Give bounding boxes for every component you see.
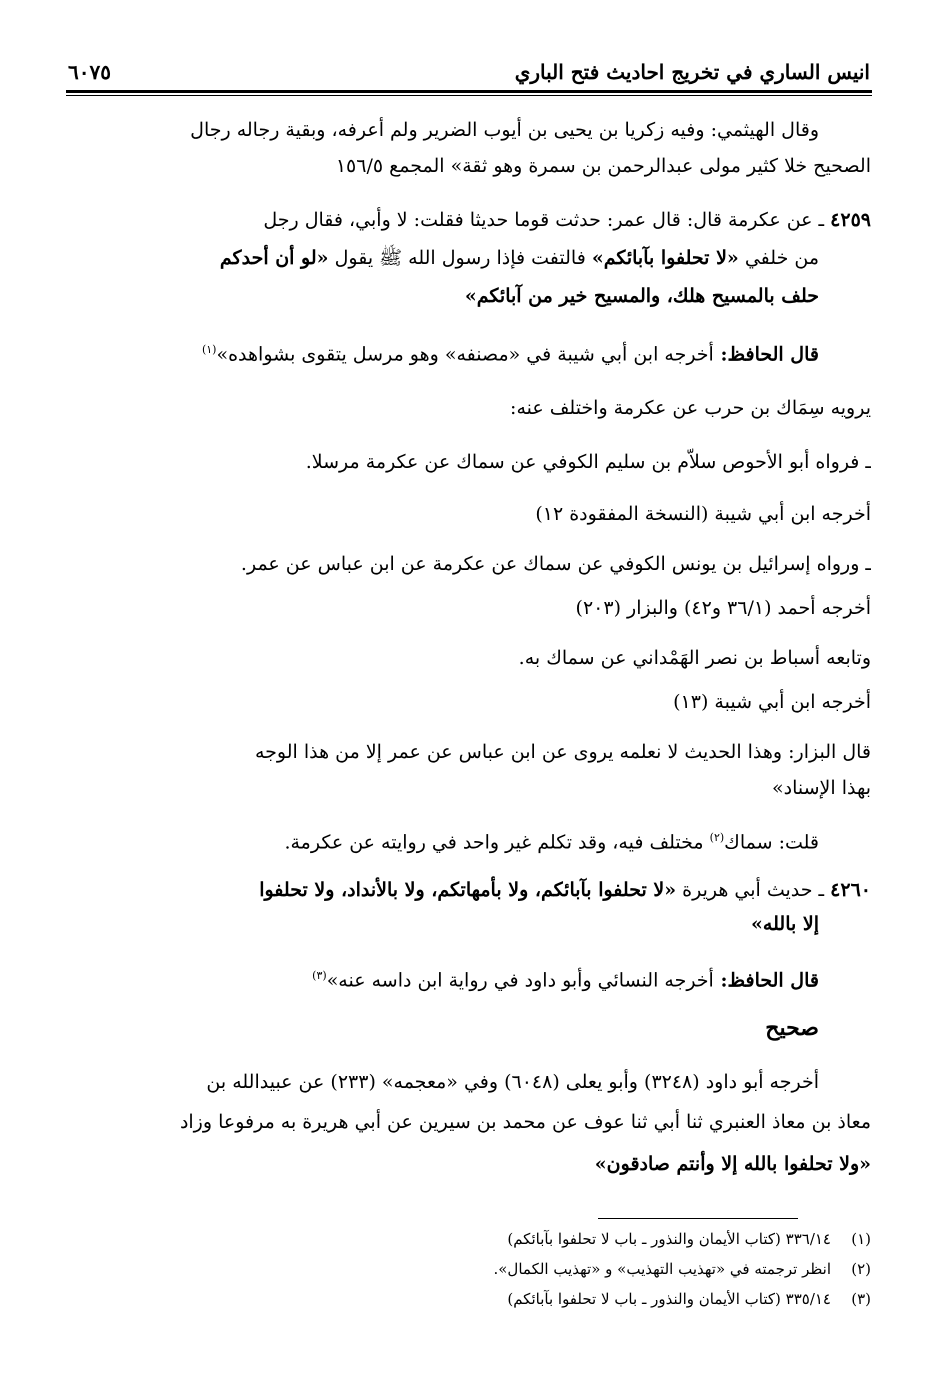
text-line: وتابعه أسباط بن نصر الهَمْداني عن سماك به. bbox=[518, 647, 871, 669]
text-line: «ولا تحلفوا بالله إلا وأنتم صادقون» bbox=[594, 1153, 871, 1175]
hafiz-line bbox=[68, 336, 819, 368]
footnote-text: ٣٣٥/١٤ (كتاب الأيمان والنذور ـ باب لا تحلفوا بآبائكم) bbox=[507, 1290, 831, 1308]
text-line: أخرجه ابن أبي شيبة (النسخة المفقودة ١٢) bbox=[535, 503, 871, 525]
text-span: أخرجه النسائي وأبو داود في رواية ابن داسه عنه» bbox=[326, 969, 714, 992]
header-rule-thin bbox=[66, 95, 872, 96]
text-span: أخرجه ابن أبي شيبة في «مصنفه» وهو مرسل يتقوى بشواهده» bbox=[216, 343, 714, 366]
text-line: وقال الهيثمي: وفيه زكريا بن يحيى بن أيوب الضرير ولم أعرفه، وبقية رجاله رجال bbox=[190, 119, 819, 141]
quote-span: «لا تحلفوا بآبائكم، ولا بأمهاتكم، ولا بالأنداد، ولا تحلفوا bbox=[259, 879, 677, 901]
hadith-4260-line bbox=[68, 876, 871, 904]
running-header bbox=[68, 60, 870, 94]
footnote bbox=[68, 1228, 871, 1250]
quote-span: «لا تحلفوا بآبائكم» bbox=[591, 247, 739, 269]
footnote-number: (٢) bbox=[851, 1260, 871, 1278]
text-span: من خلفي bbox=[738, 247, 819, 269]
text-span: قلت: سماك bbox=[724, 831, 819, 854]
text-line: أخرجه ابن أبي شيبة (١٣) bbox=[673, 691, 871, 713]
text-span: فالتفت فإذا رسول الله ﷺ يقول bbox=[328, 247, 592, 269]
page-number: ٦٠٧٥ bbox=[68, 60, 111, 84]
footnote-text: انظر ترجمته في «تهذيب التهذيب» و «تهذيب الكمال». bbox=[493, 1260, 831, 1278]
text-span: ـ حديث أبي هريرة bbox=[676, 879, 825, 901]
text-line: قال البزار: وهذا الحديث لا نعلمه يروى عن ابن عباس عن عمر إلا من هذا الوجه bbox=[254, 741, 871, 763]
text-span: ـ عن عكرمة قال: قال عمر: حدثت قوما حديثا فقلت: لا وأبي، فقال رجل bbox=[263, 209, 825, 231]
quote-span: «لو أن أحدكم bbox=[219, 247, 329, 269]
text-line: أخرجه أبو داود (٣٢٤٨) وأبو يعلى (٦٠٤٨) وفي «معجمه» (٢٣٣) عن عبيدالله بن bbox=[206, 1071, 819, 1093]
footnote-text: ٣٣٦/١٤ (كتاب الأيمان والنذور ـ باب لا تحلفوا بآبائكم) bbox=[507, 1230, 831, 1248]
note-line bbox=[68, 824, 819, 856]
hadith-4260-line: إلا بالله» bbox=[751, 913, 819, 935]
footnote-ref: (٣) bbox=[312, 969, 327, 982]
hafiz-label: قال الحافظ: bbox=[713, 343, 819, 366]
grading-heading: صحيح bbox=[765, 1015, 819, 1041]
hadith-4259-line: حلف بالمسيح هلك، والمسيح خير من آبائكم» bbox=[464, 285, 819, 307]
text-line: أخرجه أحمد (٣٦/١ و٤٢) والبزار (٢٠٣) bbox=[575, 597, 871, 619]
footnote bbox=[68, 1288, 871, 1310]
text-line: يرويه سِمَاك بن حرب عن عكرمة واختلف عنه: bbox=[510, 397, 871, 419]
text-line: بهذا الإسناد» bbox=[772, 777, 871, 799]
text-line: ـ ورواه إسرائيل بن يونس الكوفي عن سماك عن عكرمة عن ابن عباس عن عمر. bbox=[240, 553, 871, 575]
footnote-rule bbox=[598, 1218, 798, 1219]
footnote bbox=[68, 1258, 871, 1280]
hadith-number: ٤٢٦٠ bbox=[830, 879, 871, 901]
footnote-ref: (٢) bbox=[709, 831, 725, 844]
text-span: مختلف فيه، وقد تكلم غير واحد في روايته عن عكرمة. bbox=[284, 831, 710, 854]
text-line: الصحيح خلا كثير مولى عبدالرحمن بن سمرة وهو ثقة» المجمع ١٥٦/٥ bbox=[335, 155, 871, 177]
header-rule-thick bbox=[66, 90, 872, 93]
footnote-number: (٣) bbox=[851, 1290, 871, 1308]
hadith-4259-line bbox=[68, 244, 819, 272]
hadith-4259-line bbox=[68, 206, 871, 234]
footnote-number: (١) bbox=[851, 1230, 871, 1248]
text-line: ـ فرواه أبو الأحوص سلاّم بن سليم الكوفي عن سماك عن عكرمة مرسلا. bbox=[305, 451, 871, 473]
footnote-ref: (١) bbox=[201, 343, 217, 356]
book-title: انيس الساري في تخريج احاديث فتح الباري bbox=[514, 60, 870, 84]
hadith-number: ٤٢٥٩ bbox=[830, 209, 871, 231]
text-line: معاذ بن معاذ العنبري ثنا أبي ثنا عوف عن محمد بن سيرين عن أبي هريرة به مرفوعا وزاد bbox=[179, 1111, 871, 1133]
hafiz-label: قال الحافظ: bbox=[713, 969, 819, 992]
hafiz-line bbox=[68, 962, 819, 994]
